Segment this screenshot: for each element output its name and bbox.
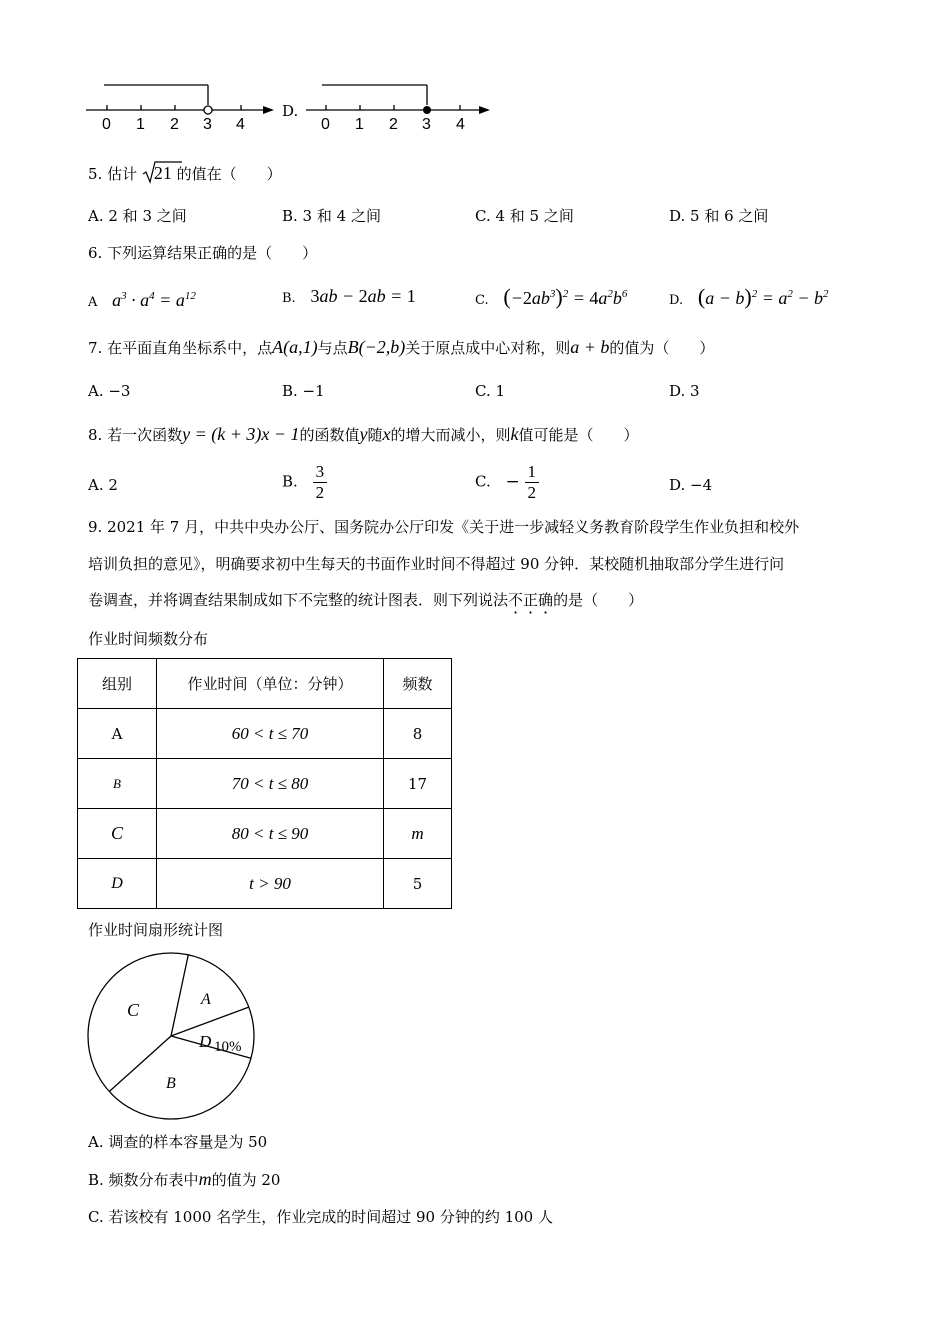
formula: $(-2ab^3)^2 = 4a^2b^6$ — [503, 284, 628, 309]
tick-label: 2 — [389, 116, 398, 133]
q5-option-c[interactable]: C. 4 和 5 之间 — [475, 207, 574, 225]
formula: $a^3 \cdot a^4 = a^{12}$ — [112, 290, 196, 310]
table-row — [78, 709, 452, 759]
question-9-line-3: 卷调查，并将调查结果制成如下不完整的统计图表．则下列说法不正确的是（ ） — [88, 591, 644, 609]
q8-option-b[interactable]: B. $\frac{3}{2}$ — [282, 462, 327, 503]
table-row — [78, 859, 452, 909]
q6-option-b[interactable]: B. 3ab − 2ab = 1 — [282, 286, 416, 306]
q5-option-a[interactable]: A. 2 和 3 之间 — [88, 207, 187, 225]
freq-cell: 8 — [384, 709, 452, 759]
time-cell: 70 < t ≤ 80 — [157, 759, 384, 809]
q9-option-b[interactable]: B. 频数分布表中m的值为 20 — [88, 1169, 281, 1189]
question-9-line-1: 9. 2021 年 7 月，中共中央办公厅、国务院办公厅印发《关于进一步减轻义务教育阶段学生作业负担和校外 — [88, 518, 800, 536]
q6-option-c[interactable]: C. $(-2ab^3)^2 = 4a^2b^6$ — [475, 284, 628, 309]
table-title: 作业时间频数分布 — [88, 630, 209, 648]
table-row — [78, 759, 452, 809]
pie-label-b: B — [166, 1075, 176, 1092]
freq-cell: m — [384, 809, 452, 859]
time-cell: 80 < t ≤ 90 — [157, 809, 384, 859]
option-d-label: D. — [282, 102, 299, 120]
time-cell: 60 < t ≤ 70 — [157, 709, 384, 759]
pie-label-d-percent: 10% — [214, 1039, 242, 1055]
q6-option-d[interactable]: D. $(a - b)^2 = a^2 - b^2$ — [669, 284, 829, 309]
formula: $(a - b)^2 = a^2 - b^2$ — [697, 284, 829, 309]
q8-option-d[interactable]: D. −4 — [669, 476, 713, 494]
table-header-row — [78, 659, 452, 709]
header-cell: 频数 — [384, 659, 452, 709]
question-5-stem: 5. 估计 21 的值在（ ） — [88, 163, 282, 183]
q8-option-c[interactable]: C. − $\frac{1}{2}$ — [475, 462, 539, 503]
number-line-left — [84, 76, 284, 136]
header-cell: 组别 — [78, 659, 157, 709]
pie-chart — [85, 950, 260, 1125]
tick-label: 2 — [170, 116, 179, 133]
pie-label-c: C — [127, 1000, 140, 1020]
tick-label: 4 — [456, 116, 465, 133]
q7-option-c[interactable]: C. 1 — [475, 382, 506, 400]
pie-label-a: A — [201, 991, 211, 1008]
table-row — [78, 809, 452, 859]
pie-label-d: D — [199, 1032, 212, 1051]
tick-label: 4 — [236, 116, 245, 133]
q7-option-a[interactable]: A. −3 — [88, 382, 131, 400]
frequency-table — [77, 658, 452, 909]
tick-label: 3 — [422, 116, 431, 133]
tick-label: 1 — [136, 116, 145, 133]
fraction: $\frac{1}{2}$ — [525, 462, 540, 503]
q6-option-a[interactable]: A $a^3 \cdot a^4 = a^{12}$ — [88, 290, 196, 310]
formula: 3ab − 2ab = 1 — [310, 286, 416, 306]
number-line-right — [300, 76, 500, 136]
group-cell: C — [78, 809, 157, 859]
q8-option-a[interactable]: A. 2 — [88, 476, 118, 494]
tick-label: 1 — [355, 116, 364, 133]
q5-option-d[interactable]: D. 5 和 6 之间 — [669, 207, 769, 225]
group-cell: B — [78, 759, 157, 809]
question-9-line-2: 培训负担的意见》，明确要求初中生每天的书面作业时间不得超过 90 分钟．某校随机抽取部分学生进行问 — [88, 555, 785, 573]
fraction: $\frac{3}{2}$ — [313, 462, 328, 503]
freq-cell: 17 — [384, 759, 452, 809]
q5-option-b[interactable]: B. 3 和 4 之间 — [282, 207, 381, 225]
q7-option-b[interactable]: B. −1 — [282, 382, 325, 400]
tick-label: 0 — [321, 116, 330, 133]
pie-chart-title: 作业时间扇形统计图 — [88, 921, 224, 939]
group-cell: D — [78, 859, 157, 909]
header-cell: 作业时间（单位：分钟） — [157, 659, 384, 709]
q7-option-d[interactable]: D. 3 — [669, 382, 700, 400]
question-8-stem: 8. 若一次函数y = (k + 3)x − 1的函数值y随x的增大而减小，则k值可能是（ ） — [88, 424, 639, 444]
q9-option-a[interactable]: A. 调查的样本容量是为 50 — [88, 1133, 268, 1151]
tick-label: 0 — [102, 116, 111, 133]
question-7-stem: 7. 在平面直角坐标系中，点A(a,1)与点B(−2,b)关于原点成中心对称，则a + b的值为（ ） — [88, 337, 715, 357]
question-6-stem: 6. 下列运算结果正确的是（ ） — [88, 244, 318, 262]
q9-option-c[interactable]: C. 若该校有 1000 名学生，作业完成的时间超过 90 分钟的约 100 人 — [88, 1208, 553, 1226]
sqrt-expression: 21 — [142, 163, 172, 183]
time-cell: t > 90 — [157, 859, 384, 909]
group-cell: A — [78, 709, 157, 759]
tick-label: 3 — [203, 116, 212, 133]
freq-cell: 5 — [384, 859, 452, 909]
